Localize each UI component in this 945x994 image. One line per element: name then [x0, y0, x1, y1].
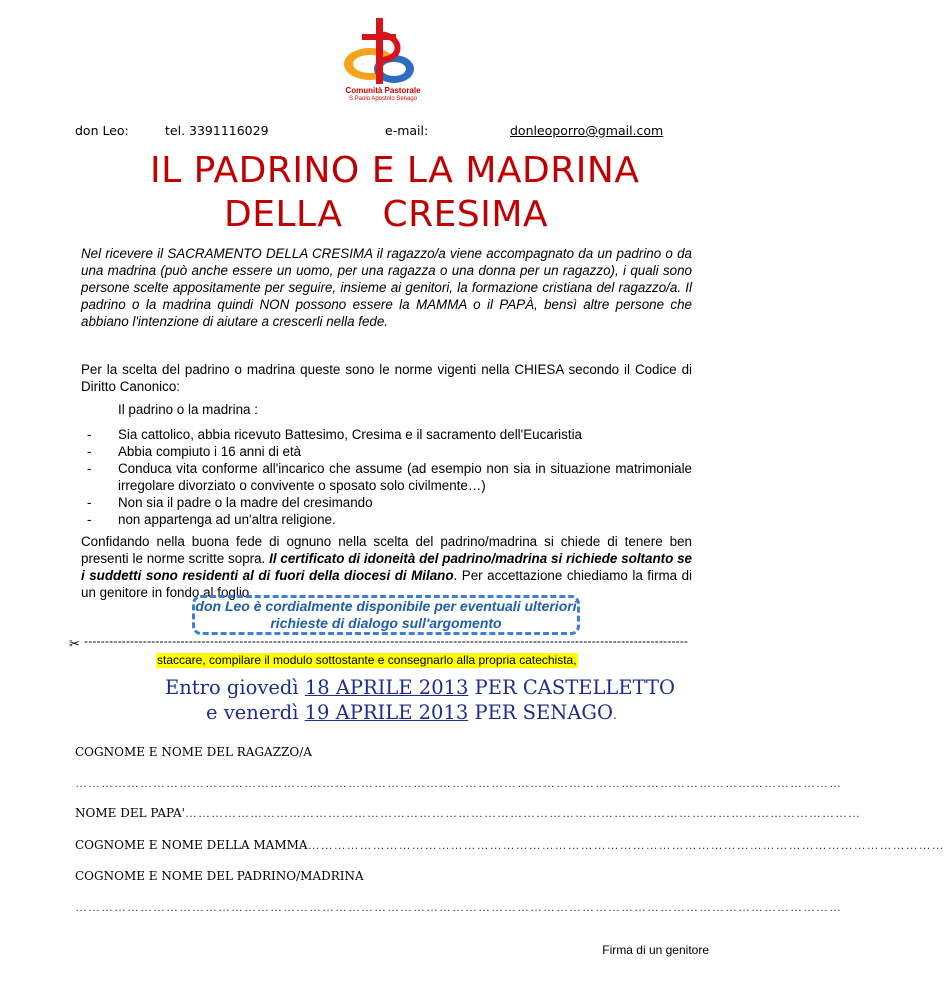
- logo-caption: [330, 86, 436, 104]
- certificate-note: Il certificato di idoneità del padrino/madrina si richiede soltanto se i suddetti sono residenti al di fuori della diocesi di Milano: [81, 551, 692, 583]
- deadline-place: PER SENAGO: [468, 701, 613, 724]
- rule-text: Abbia compiuto i 16 anni di età: [118, 444, 302, 459]
- mother-name-label: COGNOME E NOME DELLA MAMMA: [75, 838, 308, 852]
- contact-phone: tel. 3391116029: [165, 123, 269, 138]
- father-name-field[interactable]: NOME DEL PAPA'…………………………………………………………………………………………………………………………………………: [75, 806, 861, 820]
- rule-text: Conduca vita conforme all'incarico che assume (ad esempio non sia in situazione matrimoniale irregolare divorziato o convivente o sposato solo civilmente…): [118, 461, 692, 493]
- deadline-senago: [206, 701, 617, 724]
- deadline-period: .: [613, 708, 617, 722]
- logo-name: Comunità Pastorale: [345, 86, 421, 95]
- rule-text: non appartenga ad un'altra religione.: [118, 512, 336, 527]
- scissors-icon: ✂: [69, 636, 80, 651]
- page-title-line1: IL PADRINO E LA MADRINA: [150, 150, 640, 191]
- godparent-name-label: COGNOME E NOME DEL PADRINO/MADRINA: [75, 869, 364, 883]
- rule-text: Non sia il padre o la madre del cresimando: [118, 495, 373, 510]
- deadline-place: PER CASTELLETTO: [468, 676, 675, 699]
- cut-instruction: staccare, compilare il modulo sottostante e consegnarlo alla propria catechista,: [157, 653, 577, 667]
- page-title-line2: DELLA CRESIMA: [224, 194, 549, 235]
- deadline-date: 19 APRILE 2013: [304, 701, 469, 724]
- confidence-paragraph: [81, 533, 692, 601]
- rule-text: Sia cattolico, abbia ricevuto Battesimo, Cresima e il sacramento dell'Eucaristia: [118, 427, 582, 442]
- logo-cross: [376, 18, 383, 84]
- child-name-field[interactable]: ……………………………………………………………………………………………………………………………………………………………: [75, 776, 842, 790]
- confidence-text-end: . Per accettazione chiediamo la firma di un genitore in fondo al foglio.: [81, 568, 693, 600]
- deadline-date: 18 APRILE 2013: [304, 676, 469, 699]
- deadline-text: e venerdì: [206, 701, 305, 724]
- cut-line: ------------------------------------------------------------------------------------------------------------------------------------------------: [84, 634, 689, 648]
- contact-email-label: e-mail:: [385, 123, 429, 138]
- signature-label: Firma di un genitore: [602, 943, 709, 957]
- contact-name: don Leo:: [75, 123, 129, 138]
- contact-email-link[interactable]: donleoporro@gmail.com: [510, 123, 664, 138]
- intro-paragraph: Nel ricevere il SACRAMENTO DELLA CRESIMA il ragazzo/a viene accompagnato da un padrino o da una madrina (può anche essere un uomo, per una ragazza o una donna per un ragazzo), i quali sono persone scelte appositamente per seguire, insieme ai genitori, la formazione cristiana del ragazzo/a. Il padrino o la madrina quindi NON possono essere la MAMMA o il PAPÀ, bensì altre persone che abbiano l'intenzione di aiutare a crescerli nella fede.: [81, 246, 692, 329]
- confidence-text: Confidando nella buona fede di ognuno nella scelta del padrino/madrina si chiede di tenere ben presenti le norme scritte sopra.: [81, 534, 692, 566]
- rules-intro: Per la scelta del padrino o madrina queste sono le norme vigenti nella CHIESA secondo il Codice di Diritto Canonico:: [81, 362, 692, 394]
- father-name-label: NOME DEL PAPA': [75, 806, 185, 820]
- godparent-name-field[interactable]: ……………………………………………………………………………………………………………………………………………………………: [75, 900, 842, 914]
- deadline-castelletto: [165, 676, 675, 699]
- callout-text: don Leo è cordialmente disponibile per eventuali ulteriori richieste di dialogo sull'argomento: [195, 598, 577, 631]
- deadline-text: Entro giovedì: [165, 676, 305, 699]
- child-name-label: COGNOME E NOME DEL RAGAZZO/A: [75, 745, 312, 759]
- mother-name-field[interactable]: COGNOME E NOME DELLA MAMMA…………………………………………………………………………………………………………………………………: [75, 838, 945, 852]
- rules-heading: Il padrino o la madrina :: [118, 402, 258, 417]
- logo-subtitle: S.Paolo Apostolo Senago: [348, 96, 418, 102]
